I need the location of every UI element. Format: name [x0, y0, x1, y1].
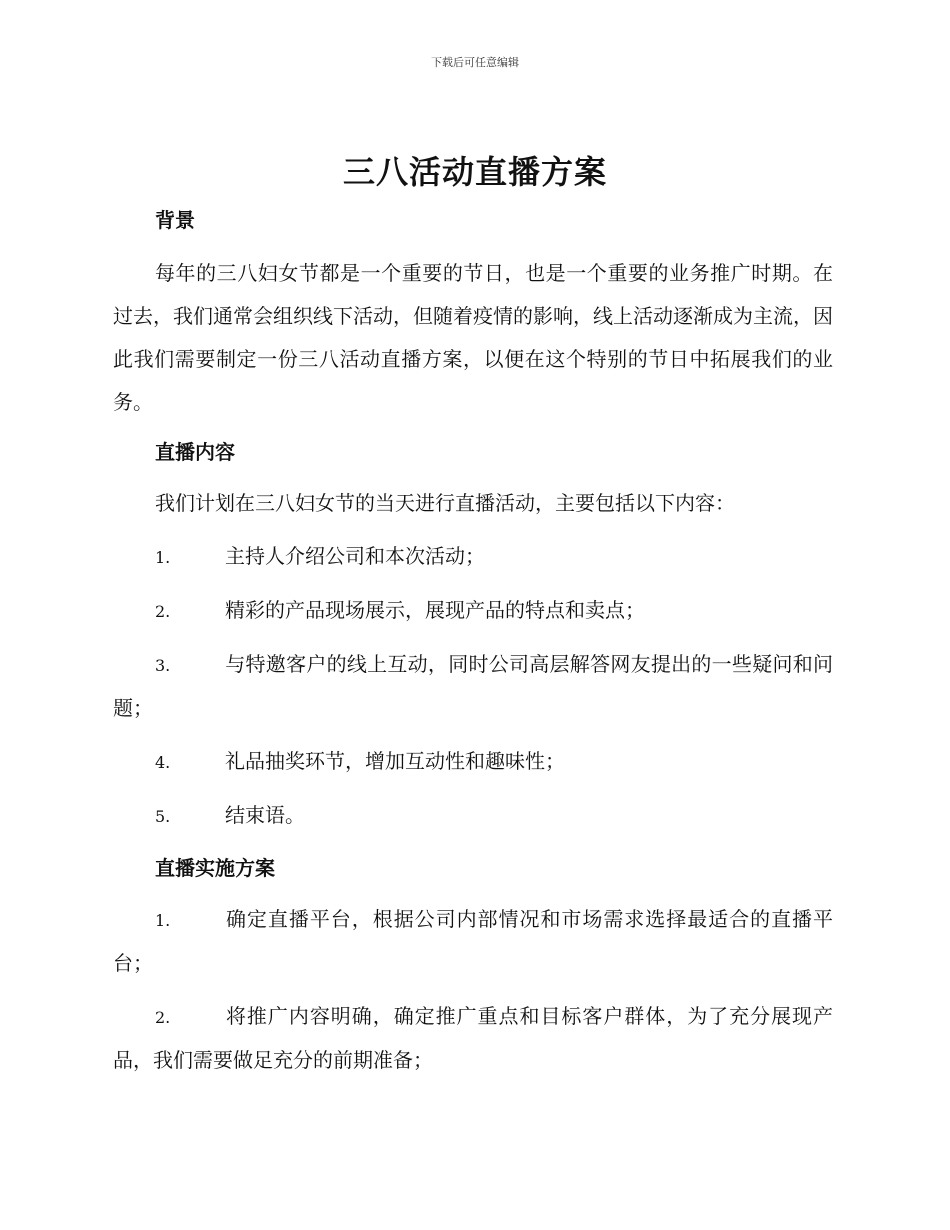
list-number: 5.	[155, 807, 171, 826]
content-intro: 我们计划在三八妇女节的当天进行直播活动，主要包括以下内容：	[155, 491, 735, 515]
list-number: 1.	[155, 548, 171, 567]
list-text: 结束语。	[225, 803, 305, 827]
list-item	[113, 643, 833, 730]
document-title: 三八活动直播方案	[342, 153, 607, 191]
list-number: 2.	[155, 1008, 171, 1027]
section-heading-content: 直播内容	[155, 440, 235, 464]
list-text: 精彩的产品现场展示，展现产品的特点和卖点；	[225, 598, 645, 622]
list-text: 确定直播平台，根据公司内部情况和市场需求选择最适合的直播平台；	[113, 907, 833, 975]
list-number: 1.	[155, 911, 171, 930]
background-paragraph: 每年的三八妇女节都是一个重要的节日，也是一个重要的业务推广时期。在过去，我们通常会组织线下活动，但随着疫情的影响，线上活动逐渐成为主流，因此我们需要制定一份三八活动直播方案，以便在这个特别的节日中拓展我们的业务。	[113, 261, 833, 414]
document-body	[113, 200, 833, 1082]
list-number: 3.	[155, 656, 171, 675]
list-number: 4.	[155, 753, 171, 772]
list-item	[113, 589, 833, 633]
list-item	[113, 794, 833, 838]
list-item	[113, 898, 833, 985]
list-text: 与特邀客户的线上互动，同时公司高层解答网友提出的一些疑问和问题；	[113, 652, 833, 720]
page-header-note: 下载后可任意编辑	[431, 56, 519, 69]
list-text: 将推广内容明确，确定推广重点和目标客户群体，为了充分展现产品，我们需要做足充分的前期准备；	[113, 1004, 833, 1072]
section-heading-plan: 直播实施方案	[155, 856, 275, 880]
list-item	[113, 995, 833, 1082]
list-text: 礼品抽奖环节，增加互动性和趣味性；	[225, 749, 565, 773]
list-item	[113, 535, 833, 579]
list-number: 2.	[155, 602, 171, 621]
section-heading-background: 背景	[155, 208, 195, 232]
list-text: 主持人介绍公司和本次活动；	[225, 544, 485, 568]
list-item	[113, 740, 833, 784]
